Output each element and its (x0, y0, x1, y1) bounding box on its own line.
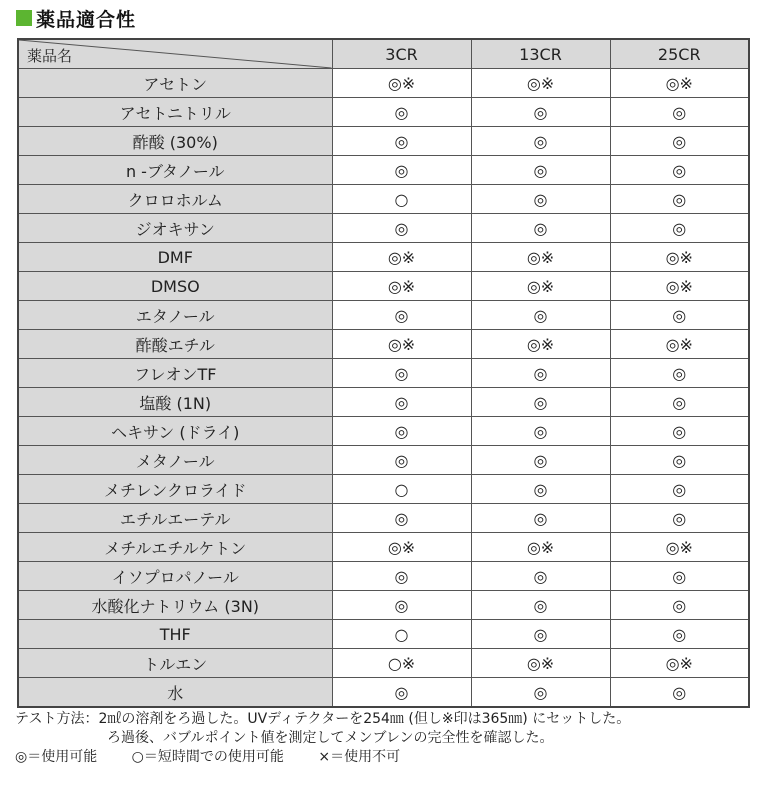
compatibility-value: ◎ (471, 620, 610, 649)
compatibility-value: ◎※ (610, 330, 749, 359)
chemical-name: THF (18, 620, 332, 649)
table-row (18, 446, 749, 475)
compatibility-value: ◎ (471, 156, 610, 185)
chemical-name: アセトン (18, 69, 332, 98)
compatibility-value: ◎ (610, 388, 749, 417)
corner-label: 薬品名 (27, 47, 73, 65)
compatibility-value: ◎ (471, 388, 610, 417)
compatibility-value: ◎※ (332, 272, 471, 301)
compatibility-value: ◎ (471, 301, 610, 330)
column-header: 13CR (471, 39, 610, 69)
compatibility-value: ◎※ (471, 330, 610, 359)
compatibility-value: ◎ (471, 446, 610, 475)
compatibility-value: ◎ (610, 446, 749, 475)
compatibility-value: ○ (332, 475, 471, 504)
compatibility-value: ◎※ (610, 649, 749, 678)
compatibility-value: ◎ (332, 446, 471, 475)
chemical-name: 水酸化ナトリウム (3N) (18, 591, 332, 620)
compatibility-value: ◎ (471, 185, 610, 214)
notes (15, 710, 630, 767)
compatibility-value: ◎ (471, 504, 610, 533)
section-title (16, 4, 136, 32)
table-row (18, 649, 749, 678)
chemical-name: エチルエーテル (18, 504, 332, 533)
compatibility-value: ◎ (471, 678, 610, 708)
compatibility-value: ◎※ (610, 243, 749, 272)
compatibility-value: ◎ (332, 678, 471, 708)
compatibility-value: ○ (332, 185, 471, 214)
compatibility-value: ◎ (610, 214, 749, 243)
table-row (18, 504, 749, 533)
table-row (18, 272, 749, 301)
compatibility-value: ◎※ (332, 330, 471, 359)
table-row (18, 678, 749, 708)
table-row (18, 330, 749, 359)
compatibility-value: ◎ (610, 620, 749, 649)
chemical-name: メチルエチルケトン (18, 533, 332, 562)
compatibility-value: ◎ (332, 591, 471, 620)
compatibility-value: ◎ (332, 562, 471, 591)
compatibility-value: ◎ (471, 475, 610, 504)
chemical-name: DMSO (18, 272, 332, 301)
compatibility-value: ◎ (332, 214, 471, 243)
compatibility-value: ◎ (332, 359, 471, 388)
chemical-name: エタノール (18, 301, 332, 330)
compatibility-value: ◎※ (610, 533, 749, 562)
compatibility-value: ◎ (471, 214, 610, 243)
compatibility-value: ◎ (610, 475, 749, 504)
chemical-name: メタノール (18, 446, 332, 475)
compatibility-value: ◎ (610, 359, 749, 388)
table-row (18, 388, 749, 417)
compatibility-value: ○ (332, 620, 471, 649)
compatibility-value: ○※ (332, 649, 471, 678)
compatibility-value: ◎ (471, 98, 610, 127)
compatibility-value: ◎※ (332, 533, 471, 562)
column-header: 25CR (610, 39, 749, 69)
table-row (18, 620, 749, 649)
compatibility-value: ◎※ (471, 272, 610, 301)
compatibility-value: ◎ (610, 504, 749, 533)
chemical-compatibility-table (17, 38, 750, 708)
compatibility-value: ◎※ (471, 69, 610, 98)
compatibility-value: ◎ (332, 301, 471, 330)
table-row (18, 359, 749, 388)
table-row (18, 69, 749, 98)
compatibility-value: ◎※ (332, 243, 471, 272)
table-row (18, 98, 749, 127)
compatibility-value: ◎ (332, 388, 471, 417)
compatibility-value: ◎ (610, 127, 749, 156)
note-line-2: ろ過後、バブルポイント値を測定してメンブレンの完全性を確認した。 (107, 730, 554, 746)
column-header: 3CR (332, 39, 471, 69)
chemical-name: 酢酸エチル (18, 330, 332, 359)
compatibility-value: ◎※ (332, 69, 471, 98)
chemical-name: メチレンクロライド (18, 475, 332, 504)
table-row (18, 214, 749, 243)
compatibility-value: ◎ (332, 417, 471, 446)
table-row (18, 127, 749, 156)
compatibility-value: ◎ (471, 562, 610, 591)
chemical-name: ジオキサン (18, 214, 332, 243)
chemical-name: ヘキサン (ドライ) (18, 417, 332, 446)
legend-item: ○＝短時間での使用可能 (131, 749, 284, 765)
chemical-name: クロロホルム (18, 185, 332, 214)
chemical-name: 塩酸 (1N) (18, 388, 332, 417)
compatibility-value: ◎※ (471, 649, 610, 678)
table-row (18, 185, 749, 214)
chemical-name: イソプロパノール (18, 562, 332, 591)
table-row (18, 156, 749, 185)
note-line-1: テスト方法：2㎖の溶剤をろ過した。UVディテクターを254㎚ (但し※印は365㎚) にセットした。 (15, 711, 631, 727)
compatibility-value: ◎※ (610, 69, 749, 98)
compatibility-value: ◎ (332, 127, 471, 156)
compatibility-value: ◎ (610, 98, 749, 127)
chemical-name: フレオンTF (18, 359, 332, 388)
chemical-name: アセトニトリル (18, 98, 332, 127)
table-row (18, 591, 749, 620)
compatibility-value: ◎ (332, 98, 471, 127)
chemical-name: 水 (18, 678, 332, 708)
title-text: 薬品適合性 (36, 8, 137, 31)
compatibility-value: ◎※ (471, 243, 610, 272)
compatibility-value: ◎※ (471, 533, 610, 562)
compatibility-value: ◎ (332, 504, 471, 533)
compatibility-value: ◎※ (610, 272, 749, 301)
compatibility-value: ◎ (471, 591, 610, 620)
legend (15, 748, 630, 767)
table-header-row (18, 39, 749, 69)
compatibility-value: ◎ (610, 678, 749, 708)
compatibility-value: ◎ (610, 417, 749, 446)
legend-item: ×＝使用不可 (318, 749, 401, 765)
table-row (18, 533, 749, 562)
table-row (18, 243, 749, 272)
compatibility-value: ◎ (471, 417, 610, 446)
chemical-name: トルエン (18, 649, 332, 678)
green-square-icon (16, 10, 32, 26)
legend-item: ◎＝使用可能 (15, 749, 98, 765)
compatibility-value: ◎ (610, 185, 749, 214)
table-row (18, 562, 749, 591)
table-row (18, 475, 749, 504)
table-row (18, 301, 749, 330)
compatibility-value: ◎ (332, 156, 471, 185)
compatibility-value: ◎ (610, 562, 749, 591)
chemical-name: 酢酸 (30%) (18, 127, 332, 156)
compatibility-value: ◎ (471, 127, 610, 156)
compatibility-value: ◎ (610, 591, 749, 620)
compatibility-value: ◎ (471, 359, 610, 388)
corner-header (18, 39, 332, 69)
compatibility-value: ◎ (610, 156, 749, 185)
compatibility-value: ◎ (610, 301, 749, 330)
chemical-name: n -ブタノール (18, 156, 332, 185)
table-row (18, 417, 749, 446)
chemical-name: DMF (18, 243, 332, 272)
